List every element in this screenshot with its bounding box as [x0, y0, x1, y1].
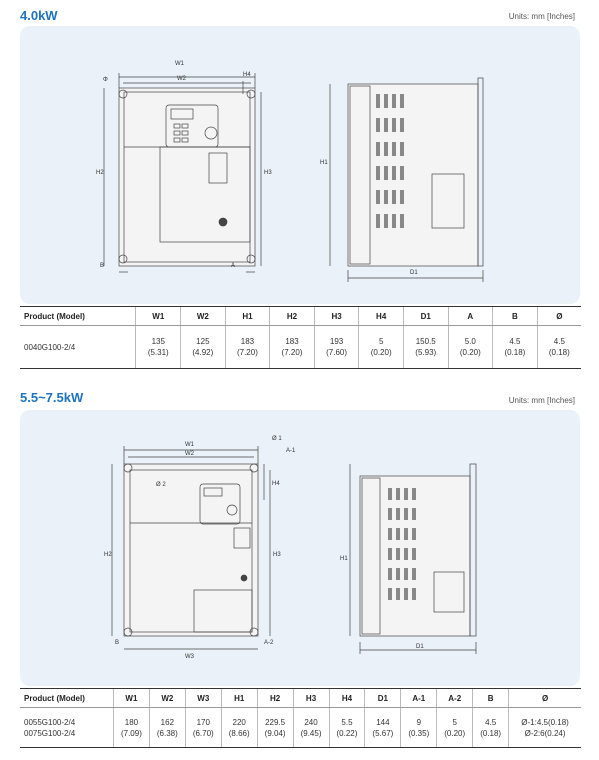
section2-dimension-drawing [20, 410, 580, 686]
dim-phi: Φ [103, 77, 108, 83]
section2-spec-table [20, 688, 581, 748]
section1-diagram-panel [20, 26, 580, 304]
section1-dimension-drawing [20, 26, 580, 304]
value-cell: 183 (7.20) [270, 326, 315, 369]
col-header: A-2 [437, 689, 473, 708]
dim-w2: W2 [185, 451, 194, 457]
dim-h4: H4 [272, 481, 280, 487]
table-row [20, 708, 581, 748]
section1-units: Units: mm [Inches] [508, 12, 575, 21]
dim-w1: W1 [175, 61, 184, 67]
col-header: H3 [314, 307, 359, 326]
dim-w3: W3 [185, 654, 194, 660]
value-cell: 5.0 (0.20) [448, 326, 493, 369]
value-cell: 162 (6.38) [149, 708, 185, 748]
model-cell: 0040G100-2/4 [20, 326, 136, 369]
value-cell: 150.5 (5.93) [403, 326, 448, 369]
col-header: H2 [257, 689, 293, 708]
col-header: H4 [329, 689, 365, 708]
col-header: A-1 [401, 689, 437, 708]
col-header: H4 [359, 307, 404, 326]
col-header: A [448, 307, 493, 326]
dim-h4: H4 [243, 72, 251, 78]
dim-h3: H3 [273, 552, 281, 558]
dim-d1: D1 [416, 644, 424, 650]
col-header: H1 [225, 307, 270, 326]
col-header: Ø [537, 307, 581, 326]
value-cell: 5 (0.20) [359, 326, 404, 369]
col-header: B [473, 689, 509, 708]
col-header: H1 [221, 689, 257, 708]
front-view-body [124, 464, 258, 636]
front-view-body [119, 88, 255, 266]
value-cell: 240 (9.45) [293, 708, 329, 748]
col-header: B [493, 307, 538, 326]
section1-title: 4.0kW [20, 8, 58, 23]
value-cell: 180 (7.09) [113, 708, 149, 748]
value-cell: 220 (8.66) [221, 708, 257, 748]
table-row [20, 326, 581, 369]
dim-h3: H3 [264, 170, 272, 176]
section2-diagram-panel [20, 410, 580, 686]
col-header: Product (Model) [20, 307, 136, 326]
section1-spec-table [20, 306, 581, 369]
side-view-body [348, 84, 478, 266]
value-cell: 229.5 (9.04) [257, 708, 293, 748]
col-header: Product (Model) [20, 689, 113, 708]
value-cell: 4.5 (0.18) [493, 326, 538, 369]
value-cell: 183 (7.20) [225, 326, 270, 369]
value-cell: Ø-1:4.5(0.18) Ø-2:6(0.24) [509, 708, 581, 748]
dim-b: B [115, 640, 120, 646]
section2-title: 5.5~7.5kW [20, 390, 84, 405]
section2-units: Units: mm [Inches] [508, 396, 575, 405]
model-cell: 0055G100-2/4 0075G100-2/4 [20, 708, 113, 748]
dim-h1: H1 [320, 160, 328, 166]
dim-a1: A-1 [286, 448, 296, 454]
value-cell: 5.5 (0.22) [329, 708, 365, 748]
col-header: Ø [509, 689, 581, 708]
dim-b: B [100, 263, 105, 269]
dim-a2: A-2 [264, 640, 274, 646]
value-cell: 193 (7.60) [314, 326, 359, 369]
value-cell: 170 (6.70) [185, 708, 221, 748]
dim-d1: D1 [410, 270, 418, 276]
col-header: H2 [270, 307, 315, 326]
col-header: D1 [403, 307, 448, 326]
dim-h2: H2 [104, 552, 112, 558]
value-cell: 5 (0.20) [437, 708, 473, 748]
value-cell: 4.5 (0.18) [537, 326, 581, 369]
col-header: W2 [181, 307, 226, 326]
dim-h2: H2 [96, 170, 104, 176]
dim-h1: H1 [340, 556, 348, 562]
dim-w1: W1 [185, 442, 194, 448]
value-cell: 144 (5.67) [365, 708, 401, 748]
dim-phi2: Ø 2 [156, 482, 166, 488]
col-header: W1 [136, 307, 181, 326]
value-cell: 135 (5.31) [136, 326, 181, 369]
dim-phi1: Ø 1 [272, 436, 282, 442]
dim-w2: W2 [177, 76, 186, 82]
col-header: W2 [149, 689, 185, 708]
value-cell: 125 (4.92) [181, 326, 226, 369]
dim-a: A [231, 263, 236, 269]
value-cell: 4.5 (0.18) [473, 708, 509, 748]
col-header: D1 [365, 689, 401, 708]
col-header: H3 [293, 689, 329, 708]
col-header: W1 [113, 689, 149, 708]
value-cell: 9 (0.35) [401, 708, 437, 748]
col-header: W3 [185, 689, 221, 708]
